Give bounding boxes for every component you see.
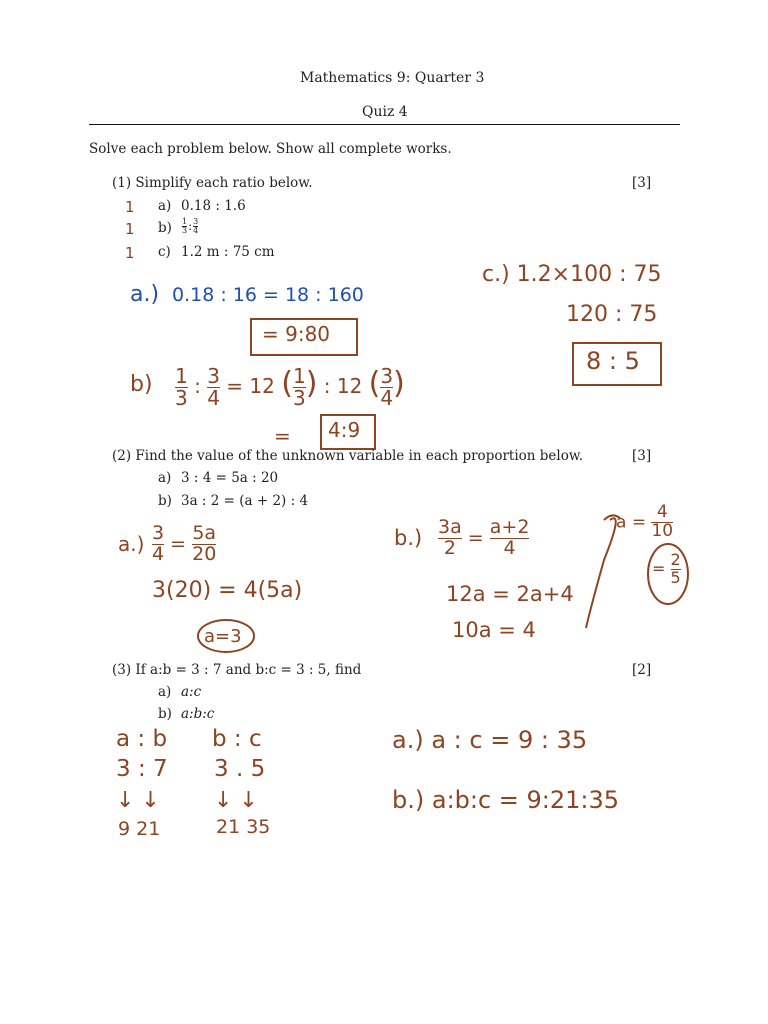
instructions: Solve each problem below. Show all complete works. [89,141,452,157]
q3-hw-col1-head: a : b [116,726,168,752]
q1a-hw-label: a.) [130,282,160,307]
q1b-score-mark: 1 [125,220,135,238]
q1c-label: c) [158,244,171,260]
q1c-text: 1.2 m : 75 cm [181,244,275,260]
q3-hw-col1-result: 9 21 [118,818,161,840]
q2b-text: 3a : 2 = (a + 2) : 4 [181,493,309,509]
q1b-frac-2: $\frac{3}{4}$ [193,217,199,235]
q1c-score-mark: 1 [125,244,135,262]
q1b-hw-frac-1: $\frac{1}{3}$ [175,364,188,410]
q2b-bracket [586,518,616,628]
q1a-hw-answer: = 9:80 [262,322,331,346]
q3a-text: a:c [181,684,202,700]
q2b-hw-line3: 10a = 4 [452,618,536,642]
q2a-hw-frac-2: $\frac{5a}{20}$ [192,522,217,565]
q2b-hw-frac-1: $\frac{3a}{2}$ [438,516,462,559]
q1b-hw-frac-4: $\frac{3}{4}$ [380,364,394,410]
q1b-frac-1: $\frac{1}{3}$ [182,217,188,235]
q2b-circle-a [240,499,242,501]
q1c-hw-line2: 120 : 75 [566,302,658,327]
q3b-label: b) [158,706,172,722]
q1c-hw-answer: 8 : 5 [586,347,640,375]
course-title: Mathematics 9: Quarter 3 [300,70,485,86]
q1a-score-mark: 1 [125,198,135,216]
q2b-hw-line2: 12a = 2a+4 [446,582,574,606]
q1-points: [3] [632,175,652,191]
q3-hw-col2-arrows: ↓ ↓ [214,788,258,813]
q2b-hw-work: $\frac{3a}{2}$ = $\frac{a+2}{4}$ [438,516,530,559]
q2b-hw-frac-2: $\frac{a+2}{4}$ [489,516,530,559]
q2a-answer-circle [198,620,254,652]
q3-hw-col1-ratio: 3 : 7 [116,756,168,782]
q2b-hw-final-frac: $\frac{2}{5}$ [670,550,681,587]
q3b-hw-answer: b.) a:b:c = 9:21:35 [392,786,620,814]
q2b-hw-result-frac: $\frac{4}{10}$ [651,502,674,541]
q2b-label: b) [158,493,172,509]
q3-hw-col2-ratio: 3 . 5 [214,756,266,782]
q1c-hw-line1: c.) 1.2×100 : 75 [482,262,662,287]
q2b-hw-final: = $\frac{2}{5}$ [652,550,681,587]
q2b-hw-label: b.) [394,526,423,550]
q1b-label: b) [158,220,172,236]
q2a-text: 3 : 4 = 5a : 20 [181,470,279,486]
q3-points: [2] [632,662,652,678]
q2-points: [3] [632,448,652,464]
q2a-hw-frac-1: $\frac{3}{4}$ [152,522,165,565]
q1a-text: 0.18 : 1.6 [181,198,246,214]
q2a-hw-work: $\frac{3}{4}$ = $\frac{5a}{20}$ [152,522,217,565]
q3a-label: a) [158,684,172,700]
q3-hw-col2-result: 21 35 [216,816,271,838]
q1b-hw-frac-3: $\frac{1}{3}$ [292,364,306,410]
q1b-hw-answer: 4:9 [328,418,361,442]
q3b-text: a:b:c [181,706,215,722]
q2b-final-circle [648,544,688,604]
q3-hw-col1-arrows: ↓ ↓ [116,788,160,813]
q3a-hw-answer: a.) a : c = 9 : 35 [392,726,588,754]
q2b-hw-result: a = $\frac{4}{10}$ [616,502,674,541]
q1b-hw-eq2: = [274,424,291,448]
q2a-hw-answer: a=3 [204,626,242,647]
q2a-hw-label: a.) [118,532,145,556]
q1b-hw-frac-2: $\frac{3}{4}$ [207,364,220,410]
q1a-label: a) [158,198,172,214]
q3-hw-col2-head: b : c [212,726,262,752]
q2a-hw-line2: 3(20) = 4(5a) [152,578,303,603]
quiz-title: Quiz 4 [362,104,408,120]
q1-prompt: (1) Simplify each ratio below. [112,175,313,191]
q2-prompt: (2) Find the value of the unknown variable in each proportion below. [112,448,584,464]
q1b-text: $\frac{1}{3}$ : $\frac{3}{4}$ [182,217,199,235]
q1b-hw-label: b) [130,372,153,397]
q1a-hw-work: 0.18 : 16 = 18 : 160 [172,284,364,306]
q2a-label: a) [158,470,172,486]
q3-prompt: (3) If a:b = 3 : 7 and b:c = 3 : 5, find [112,662,362,678]
q1b-hw-work: $\frac{1}{3}$ : $\frac{3}{4}$ = 12 ( $\frac{1}{3}$ ) : 12 ( $\frac{3}{4}$ ) [175,364,405,410]
